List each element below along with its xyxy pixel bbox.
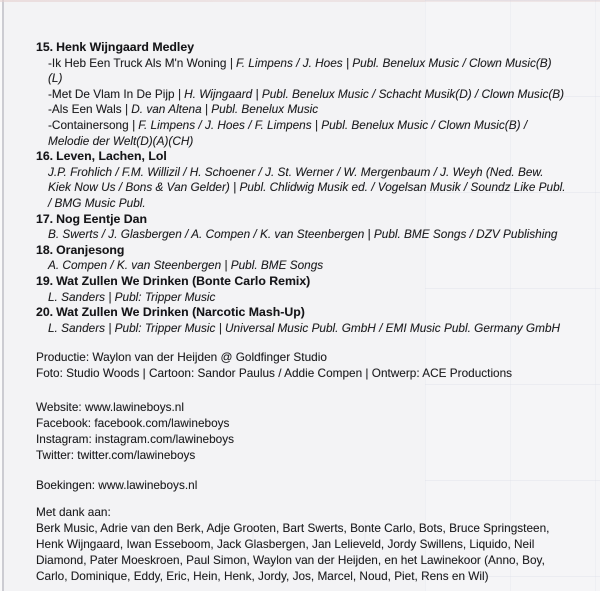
- track-subline: [36, 56, 566, 87]
- subtrack-credits: | D. van Altena | Publ. Benelux Music: [124, 102, 319, 117]
- track-number: 18.: [36, 242, 54, 257]
- acknowledgements: [36, 504, 566, 584]
- production-credits: [36, 349, 566, 381]
- track-heading: [36, 212, 566, 228]
- track-entry-16: [36, 149, 566, 211]
- social-links: [36, 399, 566, 464]
- facebook-line: Facebook: facebook.com/lawineboys: [36, 415, 230, 430]
- track-entry-17: [36, 212, 566, 243]
- track-credits: A. Compen / K. van Steenbergen | Publ. BME Songs: [48, 258, 324, 273]
- track-credits: B. Swerts / J. Glasbergen / A. Compen / K. van Steenbergen | Publ. BME Songs / DZV Publishing: [48, 227, 558, 242]
- track-heading: [36, 305, 566, 321]
- subtrack-credits: | F. Limpens / J. Hoes / F. Limpens | Publ. Benelux Music / Clown Music(B) / Melodie der Welt(D)(A)(CH): [48, 117, 528, 148]
- subtrack-title: -Met De Vlam In De Pijp: [48, 86, 178, 101]
- track-entry-19: [36, 274, 566, 305]
- track-heading: [36, 149, 566, 165]
- track-entry-20: [36, 305, 566, 336]
- subtrack-credits: | H. Wijngaard | Publ. Benelux Music / Schacht Musik(D) / Clown Music(B): [177, 86, 565, 101]
- track-title: Nog Eentje Dan: [56, 211, 147, 226]
- instagram-line: Instagram: instagram.com/lawineboys: [36, 432, 235, 447]
- thanks-body: Berk Music, Adrie van den Berk, Adje Grooten, Bart Swerts, Bonte Carlo, Bots, Bruce Springsteen, Henk Wijngaard, Iwan Esseboom, Jack Glasbergen, Jan Lelieveld, Jordy Swillens, Liquido, Neil Diamond, Pater Moeskroen, Paul Simon, Waylon van der Heijden, en het Lawinekoor (Anno, Boy, Carlo, Dominique, Eddy, Eric, Hein, Henk, Jordy, Jos, Marcel, Noud, Piet, Rens en Wil): [36, 520, 550, 583]
- track-heading: [36, 40, 566, 56]
- track-title: Henk Wijngaard Medley: [56, 40, 195, 54]
- track-subline: [36, 87, 566, 103]
- website-line: Website: www.lawineboys.nl: [36, 399, 184, 414]
- track-number: 16.: [36, 149, 54, 164]
- track-subline: [36, 102, 566, 118]
- track-entry-18: [36, 243, 566, 274]
- track-subline: [36, 118, 566, 149]
- tracklist: [36, 40, 566, 336]
- booking-line: Boekingen: www.lawineboys.nl: [36, 477, 198, 492]
- track-title: Leven, Lachen, Lol: [56, 149, 167, 164]
- track-credits: J.P. Frohlich / F.M. Willizil / H. Schoener / J. St. Werner / W. Mergenbaum / J. Weyh (Ned. Bew. Kiek Now Us / Bons & Van Gelder) | Publ. Chlidwig Musik ed. / Vogelsan Musik / Soundz Like Publ. / BMG Music Publ.: [48, 164, 566, 210]
- thanks-heading: Met dank aan:: [36, 504, 111, 519]
- track-number: 15.: [36, 40, 54, 54]
- track-number: 19.: [36, 273, 54, 288]
- photo-design-line: Foto: Studio Woods | Cartoon: Sandor Paulus / Addie Compen | Ontwerp: ACE Productions: [36, 366, 513, 381]
- track-title: Wat Zullen We Drinken (Bonte Carlo Remix): [56, 273, 311, 288]
- subtrack-title: -Containersong: [48, 117, 132, 132]
- track-heading: [36, 274, 566, 290]
- scan-edge-top: [0, 0, 600, 2]
- scan-edge-left: [2, 0, 4, 591]
- subtrack-title: -Als Een Wals: [48, 102, 125, 117]
- track-title: Oranjesong: [56, 242, 125, 257]
- subtrack-credits: | F. Limpens / J. Hoes | Publ. Benelux Music / Clown Music(B)(L): [48, 55, 552, 86]
- track-number: 17.: [36, 211, 54, 226]
- subtrack-title: -Ik Heb Een Truck Als M'n Woning: [48, 55, 230, 70]
- track-credits: L. Sanders | Publ: Tripper Music: [48, 289, 216, 304]
- liner-notes: [36, 40, 566, 584]
- track-entry-15: [36, 40, 566, 149]
- track-title: Wat Zullen We Drinken (Narcotic Mash-Up): [56, 305, 305, 320]
- track-number: 20.: [36, 305, 54, 320]
- track-credits: L. Sanders | Publ: Tripper Music | Universal Music Publ. GmbH / EMI Music Publ. Germany GmbH: [48, 320, 561, 335]
- production-line: Productie: Waylon van der Heijden @ Goldfinger Studio: [36, 350, 327, 365]
- twitter-line: Twitter: twitter.com/lawineboys: [36, 448, 196, 463]
- track-heading: [36, 243, 566, 259]
